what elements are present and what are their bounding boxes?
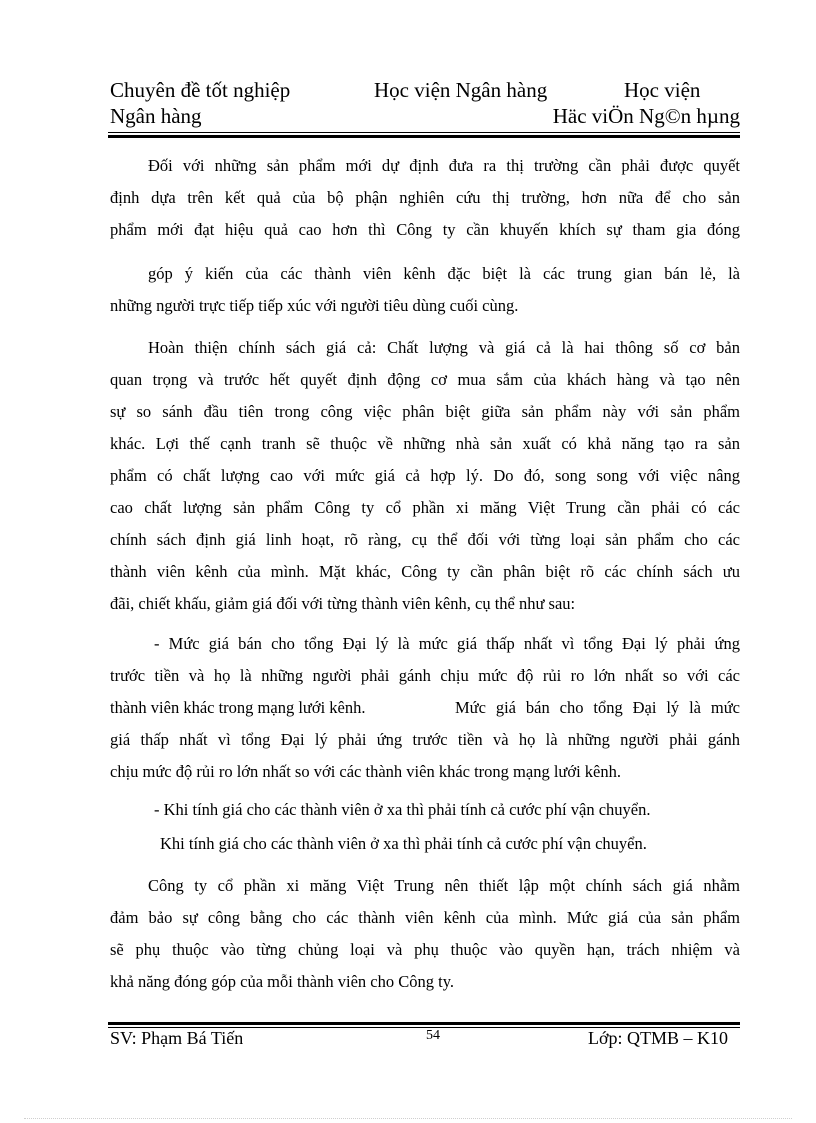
body-line: phẩm mới đạt hiệu quả cao hơn thì Công ty cần khuyến khích sự tham gia đóng [110,220,740,239]
body-line: cao chất lượng sản phẩm Công ty cổ phần xi măng Việt Trung cần phải có các [110,498,740,517]
body-line: định dựa trên kết quả của bộ phận nghiên cứu thị trường, hơn nữa để cho sản [110,188,740,207]
header-left-subtitle: Ngân hàng [110,104,202,128]
body-line: phẩm có chất lượng cao với mức giá cả hợp lý. Do đó, song song với việc nâng [110,466,740,485]
body-line: thành viên kênh của mình. Mặt khác, Công ty cần phân biệt rõ các chính sách ưu [110,562,740,581]
body-line: sự so sánh đầu tiên trong công việc phân biệt giữa sản phẩm này với sản phẩm [110,402,740,421]
header-center-title: Học viện Ngân hàng [374,78,548,102]
body-line: những người trực tiếp tiếp xúc với người tiêu dùng cuối cùng. [110,296,519,315]
footer-student: SV: Phạm Bá Tiến [110,1028,244,1048]
footer-class: Lớp: QTMB – K10 [587,1028,728,1048]
body-line: giá thấp nhất vì tổng Đại lý phải ứng trước tiền và họ là những người phải gánh [110,730,740,749]
body-line: Đối với những sản phẩm mới dự định đưa ra thị trường cần phải được quyết [148,156,740,175]
body-line: sẽ phụ thuộc vào từng chủng loại và phụ thuộc vào quyền hạn, trách nhiệm và [110,940,740,959]
page-number: 54 [426,1028,440,1043]
body-line: chịu mức độ rủi ro lớn nhất so với các thành viên khác trong mạng lưới kênh. [110,762,621,781]
body-line: Hoàn thiện chính sách giá cả: Chất lượng và giá cả là hai thông số cơ bản [148,338,740,357]
body-line: - Khi tính giá cho các thành viên ở xa thì phải tính cả cước phí vận chuyển. [154,800,651,819]
body-line: quan trọng và trước hết quyết định động cơ mua sắm của khách hàng và tạo nên [110,370,740,389]
body-line: Mức giá bán cho tổng Đại lý là mức [455,698,740,717]
header-left-title: Chuyên đề tốt nghiệp [110,78,291,102]
body-line: khả năng đóng góp của mỗi thành viên cho Công ty. [110,972,454,991]
body-line: Công ty cổ phần xi măng Việt Trung nên thiết lập một chính sách giá nhằm [148,876,740,895]
page-bottom-divider [24,1118,792,1119]
body-line: Khi tính giá cho các thành viên ở xa thì phải tính cả cước phí vận chuyển. [160,834,647,853]
body-line: đảm bảo sự công bằng cho các thành viên kênh của mình. Mức giá của sản phẩm [110,908,740,927]
body-line: khác. Lợi thế cạnh tranh sẽ thuộc về những nhà sản xuất có khả năng tạo ra sản [110,434,740,453]
body-line: thành viên khác trong mạng lưới kênh. [110,698,366,717]
header-right-title: Học viện [624,78,701,102]
body-line: đãi, chiết khấu, giảm giá đối với từng thành viên kênh, cụ thể như sau: [110,594,576,613]
header-rule-thin [108,132,740,133]
body-line: chính sách định giá linh hoạt, rõ ràng, cụ thể đối với từng loại sản phẩm cho các [110,530,740,549]
footer-rule-thick [108,1022,740,1025]
body-line: trước tiền và họ là những người phải gánh chịu mức độ rủi ro lớn nhất so với các [110,666,740,685]
header-rule-thick [108,135,740,138]
body-line: - Mức giá bán cho tổng Đại lý là mức giá thấp nhất vì tổng Đại lý phải ứng [154,634,740,653]
body-line: góp ý kiến của các thành viên kênh đặc biệt là các trung gian bán lẻ, là [148,264,740,283]
header-right-subtitle: Häc viÖn Ng©n hµng [552,104,740,128]
